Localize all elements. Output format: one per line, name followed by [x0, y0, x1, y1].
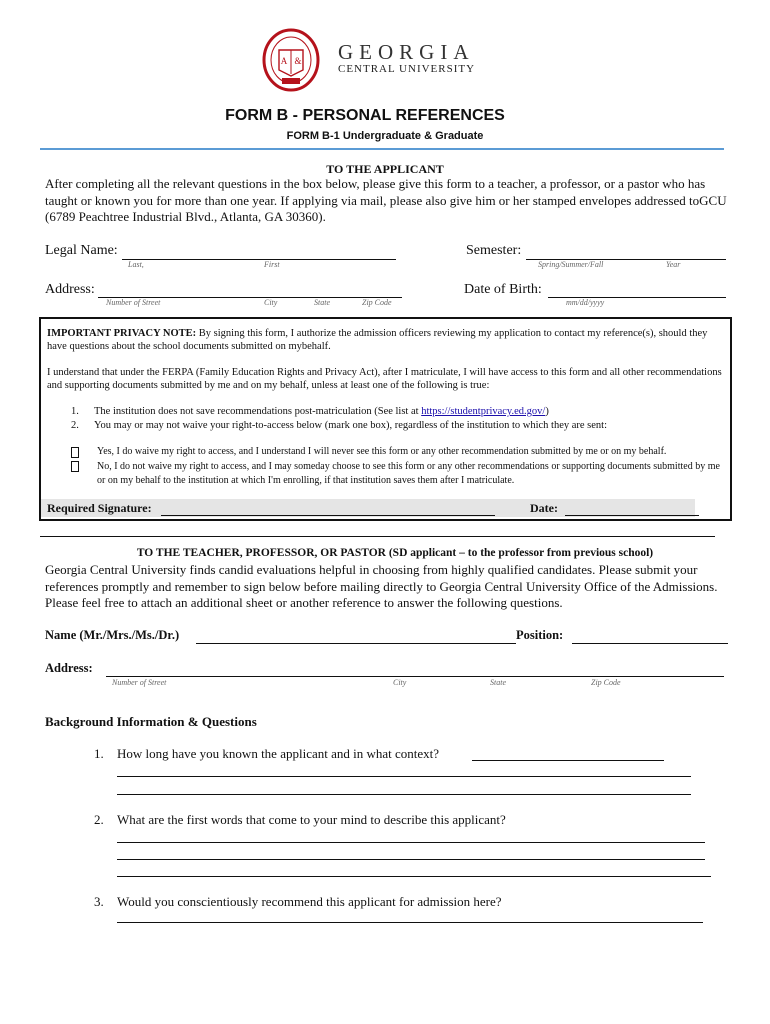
referee-address-sub-city: City — [393, 678, 407, 687]
address-sub-zip: Zip Code — [362, 298, 392, 307]
referee-position-label: Position: — [516, 628, 564, 642]
question-1-answer-line[interactable] — [117, 794, 691, 795]
referee-address-sub-zip: Zip Code — [591, 678, 621, 687]
referee-name-field[interactable] — [196, 643, 516, 644]
dob-label: Date of Birth: — [464, 282, 542, 297]
university-name — [338, 40, 475, 75]
waive-yes-text: Yes, I do waive my right to access, and I understand I will never see this form or any other recommendation submitted by me or on my behalf. — [97, 446, 667, 457]
signature-date-label: Date: — [530, 501, 558, 515]
semester-sub-year: Year — [666, 260, 681, 269]
university-seal — [262, 28, 320, 92]
question-1-text: How long have you known the applicant and in what context? — [117, 746, 440, 761]
signature-date-field[interactable] — [565, 515, 699, 516]
question-1-num: 1. — [94, 746, 104, 761]
question-3-answer-line[interactable] — [117, 922, 703, 923]
address-sub-street: Number of Street — [106, 298, 161, 307]
teacher-intro: Georgia Central University finds candid evaluations helpful in choosing from highly qualified candidates. Please submit your references promptly and remember to sign below before mailing directly to Georgia Central University Office of the Admissions. Please feel free to attach an additional sheet or another reference to answer the following questions. — [45, 562, 718, 610]
legal-name-field[interactable] — [122, 259, 396, 260]
svg-text:&: & — [294, 56, 302, 66]
header-rule — [40, 148, 724, 150]
question-2-answer-line[interactable] — [117, 859, 705, 860]
signature-label: Required Signature: — [47, 501, 152, 515]
question-2-text: What are the first words that come to your mind to describe this applicant? — [117, 812, 506, 827]
referee-position-field[interactable] — [572, 643, 728, 644]
legal-name-sub-last: Last, — [128, 260, 144, 269]
privacy-note-text: By signing this form, I authorize the admission officers reviewing my application to contact my reference(s), should they have questions about the school documents submitted on mybehalf. — [47, 328, 708, 352]
form-subtitle: FORM B-1 Undergraduate & Graduate — [286, 130, 484, 142]
referee-address-sub-state: State — [490, 678, 506, 687]
privacy-box — [39, 317, 732, 521]
question-3-text: Would you conscientiously recommend this applicant for admission here? — [117, 894, 502, 909]
university-name-line2: CENTRAL UNIVERSITY — [338, 63, 476, 75]
question-2-answer-line[interactable] — [117, 876, 711, 877]
referee-address-label: Address: — [45, 661, 93, 675]
privacy-note — [47, 327, 725, 353]
teacher-heading: TO THE TEACHER, PROFESSOR, OR PASTOR (SD applicant – to the professor from previous school) — [136, 547, 654, 559]
semester-sub-term: Spring/Summer/Fall — [538, 260, 604, 269]
referee-address-sub-street: Number of Street — [112, 678, 167, 687]
question-2-answer-line[interactable] — [117, 842, 705, 843]
waive-no-text: No, I do not waive my right to access, and I may someday choose to see this form or any other recommendations or supporting documents submitted by me or on my behalf to the institution at which I'm enrolling, if that institution saves them after I matriculate. — [97, 461, 720, 486]
ferpa-item-1-end: ) — [545, 406, 549, 417]
question-1-answer-inline[interactable] — [472, 760, 664, 761]
questions-heading: Background Information & Questions — [45, 714, 257, 729]
form-title: FORM B - PERSONAL REFERENCES — [225, 107, 505, 124]
referee-address-field[interactable] — [106, 676, 724, 677]
legal-name-label: Legal Name: — [45, 243, 118, 258]
ferpa-item-2-text: You may or may not waive your right-to-access below (mark one box), regardless of the institution to which they are sent: — [94, 420, 608, 431]
signature-field[interactable] — [161, 515, 495, 516]
applicant-heading: TO THE APPLICANT — [326, 162, 444, 176]
referee-name-label: Name (Mr./Mrs./Ms./Dr.) — [45, 628, 180, 642]
address-sub-city: City — [264, 298, 278, 307]
waive-yes-checkbox[interactable] — [71, 447, 79, 458]
applicant-intro: After completing all the relevant questions in the box below, please give this form to a teacher, a professor, or a pastor who has taught or known you for more than one year. If applying via mail, please also give him or her stamped envelopes addressed toGCU (6789 Peachtree Industrial Blvd., Atlanta, GA 30360). — [45, 176, 727, 224]
waive-no-checkbox[interactable] — [71, 461, 79, 472]
question-1-answer-line[interactable] — [117, 776, 691, 777]
ferpa-item-2-num: 2. — [71, 420, 79, 431]
ferpa-item-1 — [94, 406, 724, 417]
legal-name-sub-first: First — [264, 260, 280, 269]
question-2-num: 2. — [94, 812, 104, 827]
svg-text:A: A — [280, 56, 288, 66]
semester-label: Semester: — [466, 243, 522, 258]
address-sub-state: State — [314, 298, 330, 307]
address-label: Address: — [45, 282, 95, 297]
question-3-num: 3. — [94, 894, 104, 909]
privacy-note-bold: IMPORTANT PRIVACY NOTE: — [47, 328, 197, 339]
ferpa-item-1-num: 1. — [71, 406, 79, 417]
dob-sub: mm/dd/yyyy — [566, 298, 605, 307]
ferpa-link[interactable]: https://studentprivacy.ed.gov/ — [421, 406, 546, 417]
ferpa-item-1-text: The institution does not save recommendations post-matriculation (See list at — [94, 406, 422, 417]
university-name-line1: GEORGIA — [338, 40, 475, 64]
ferpa-text: I understand that under the FERPA (Family Education Rights and Privacy Act), after I matriculate, I will have access to this form and all other recommendations and supporting documents submitted by me and on my behalf, unless at least one of the following is true: — [47, 367, 722, 391]
section-divider — [40, 536, 715, 537]
